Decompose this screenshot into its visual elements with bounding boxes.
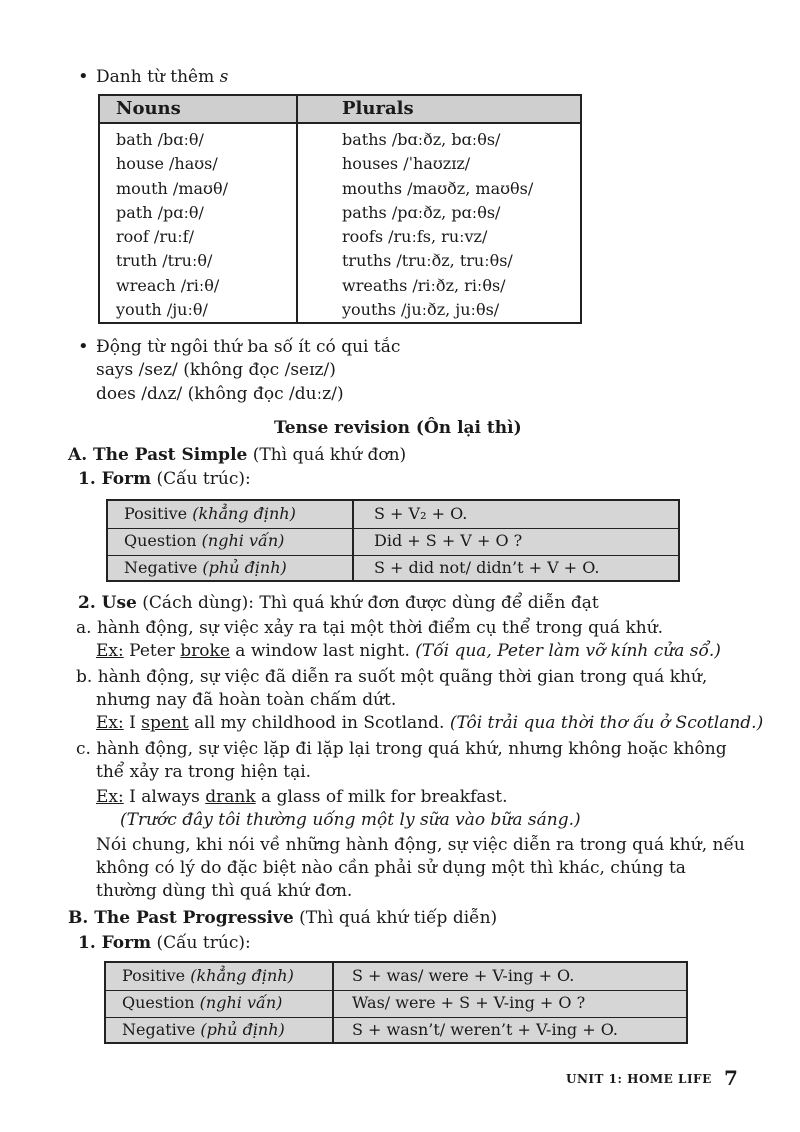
noun-cell: youth /juːθ/	[116, 300, 208, 320]
nouns-bullet-label: Danh từ thêm	[96, 67, 220, 87]
plural-cell: youths /juːðz, juːθs/	[342, 300, 500, 320]
table-row: Negative (phủ định) S + did not/ didn’t + V + O.	[124, 558, 600, 577]
plural-cell: paths /pɑːðz, pɑːθs/	[342, 202, 501, 222]
revision-title: Tense revision (Ôn lại thì)	[274, 418, 522, 438]
table-row: Question (nghi vấn) Did + S + V + O ?	[108, 528, 678, 556]
noun-cell: bath /bɑːθ/	[116, 130, 204, 149]
nouns-header: Nouns	[116, 98, 181, 119]
table-row: Positive (khẳng định) S + V₂ + O.	[108, 501, 678, 529]
summary-line3: thường dùng thì quá khứ đơn.	[96, 881, 353, 901]
noun-cell: roof /ruːf/	[116, 227, 194, 247]
table-row: Positive (khẳng định) S + was/ were + V-ing + O.	[106, 963, 686, 991]
past-progressive-heading: B. The Past Progressive (Thì quá khứ tiếp diễn)	[68, 908, 498, 928]
does-line: does /dʌz/ (không đọc /duːz/)	[96, 384, 344, 404]
use-heading: 2. Use (Cách dùng): Thì quá khứ đơn được dùng để diễn đạt	[78, 593, 599, 613]
use-b-line1: b. hành động, sự việc đã diễn ra suốt một quãng thời gian trong quá khứ,	[76, 667, 708, 687]
table-row: Question (nghi vấn) Was/ were + S + V-ing + O ?	[106, 990, 686, 1018]
plural-cell: mouths /maʊðz, maʊθs/	[342, 178, 534, 198]
noun-cell: path /pɑːθ/	[116, 202, 204, 222]
use-c-line2: thể xảy ra trong hiện tại.	[96, 762, 312, 782]
past-simple-form-heading: 1. Form (Cấu trúc):	[78, 469, 251, 489]
plural-cell: truths /truːðz, truːθs/	[342, 251, 513, 271]
verbs-bullet: • Động từ ngôi thứ ba số ít có qui tắc	[96, 336, 400, 358]
use-c-example: Ex: I always drank a glass of milk for breakfast.	[96, 787, 508, 807]
plural-cell: roofs /ruːfs, ruːvz/	[342, 227, 488, 247]
noun-cell: wreach /riːθ/	[116, 275, 220, 295]
plurals-header: Plurals	[342, 98, 414, 119]
noun-cell: mouth /maʊθ/	[116, 178, 228, 198]
summary-line2: không có lý do đặc biệt nào cần phải sử dụng một thì khác, chúng ta	[96, 858, 686, 878]
plurals-column	[342, 128, 533, 322]
plural-cell: wreaths /riːðz, riːθs/	[342, 275, 506, 295]
past-simple-heading: A. The Past Simple (Thì quá khứ đơn)	[68, 445, 407, 465]
past-progressive-form-heading: 1. Form (Cấu trúc):	[78, 933, 251, 953]
running-footer: UNIT 1: HOME LIFE	[566, 1072, 712, 1086]
past-simple-form-table	[106, 499, 680, 582]
noun-cell: house /haʊs/	[116, 154, 218, 174]
nouns-column	[116, 128, 228, 322]
page-number: 7	[724, 1066, 738, 1090]
nouns-bullet-suffix: s	[219, 67, 229, 87]
plural-cell: baths /bɑːðz, bɑːθs/	[342, 130, 501, 149]
noun-cell: truth /truːθ/	[116, 251, 213, 271]
past-progressive-form-table	[104, 961, 688, 1044]
use-b-example: Ex: I spent all my childhood in Scotland. (Tôi trải qua thời thơ ấu ở Scotland.)	[96, 713, 764, 733]
use-b-line2: nhưng nay đã hoàn toàn chấm dứt.	[96, 690, 397, 710]
use-a-example: Ex: Peter broke a window last night. (Tối qua, Peter làm vỡ kính cửa sổ.)	[96, 641, 721, 661]
use-a-line: a. hành động, sự việc xảy ra tại một thời điểm cụ thể trong quá khứ.	[76, 618, 664, 638]
nouns-bullet	[96, 66, 228, 88]
use-c-translation: (Trước đây tôi thường uống một ly sữa vào bữa sáng.)	[120, 810, 581, 830]
plural-cell: houses /ˈhaʊzɪz/	[342, 154, 471, 174]
plurals-table	[98, 94, 582, 324]
summary-line1: Nói chung, khi nói về những hành động, sự việc diễn ra trong quá khứ, nếu	[96, 835, 745, 855]
table-row: Negative (phủ định) S + wasn’t/ weren’t + V-ing + O.	[122, 1020, 618, 1039]
says-line: says /sez/ (không đọc /seɪz/)	[96, 360, 336, 380]
use-c-line1: c. hành động, sự việc lặp đi lặp lại trong quá khứ, nhưng không hoặc không	[76, 739, 727, 759]
